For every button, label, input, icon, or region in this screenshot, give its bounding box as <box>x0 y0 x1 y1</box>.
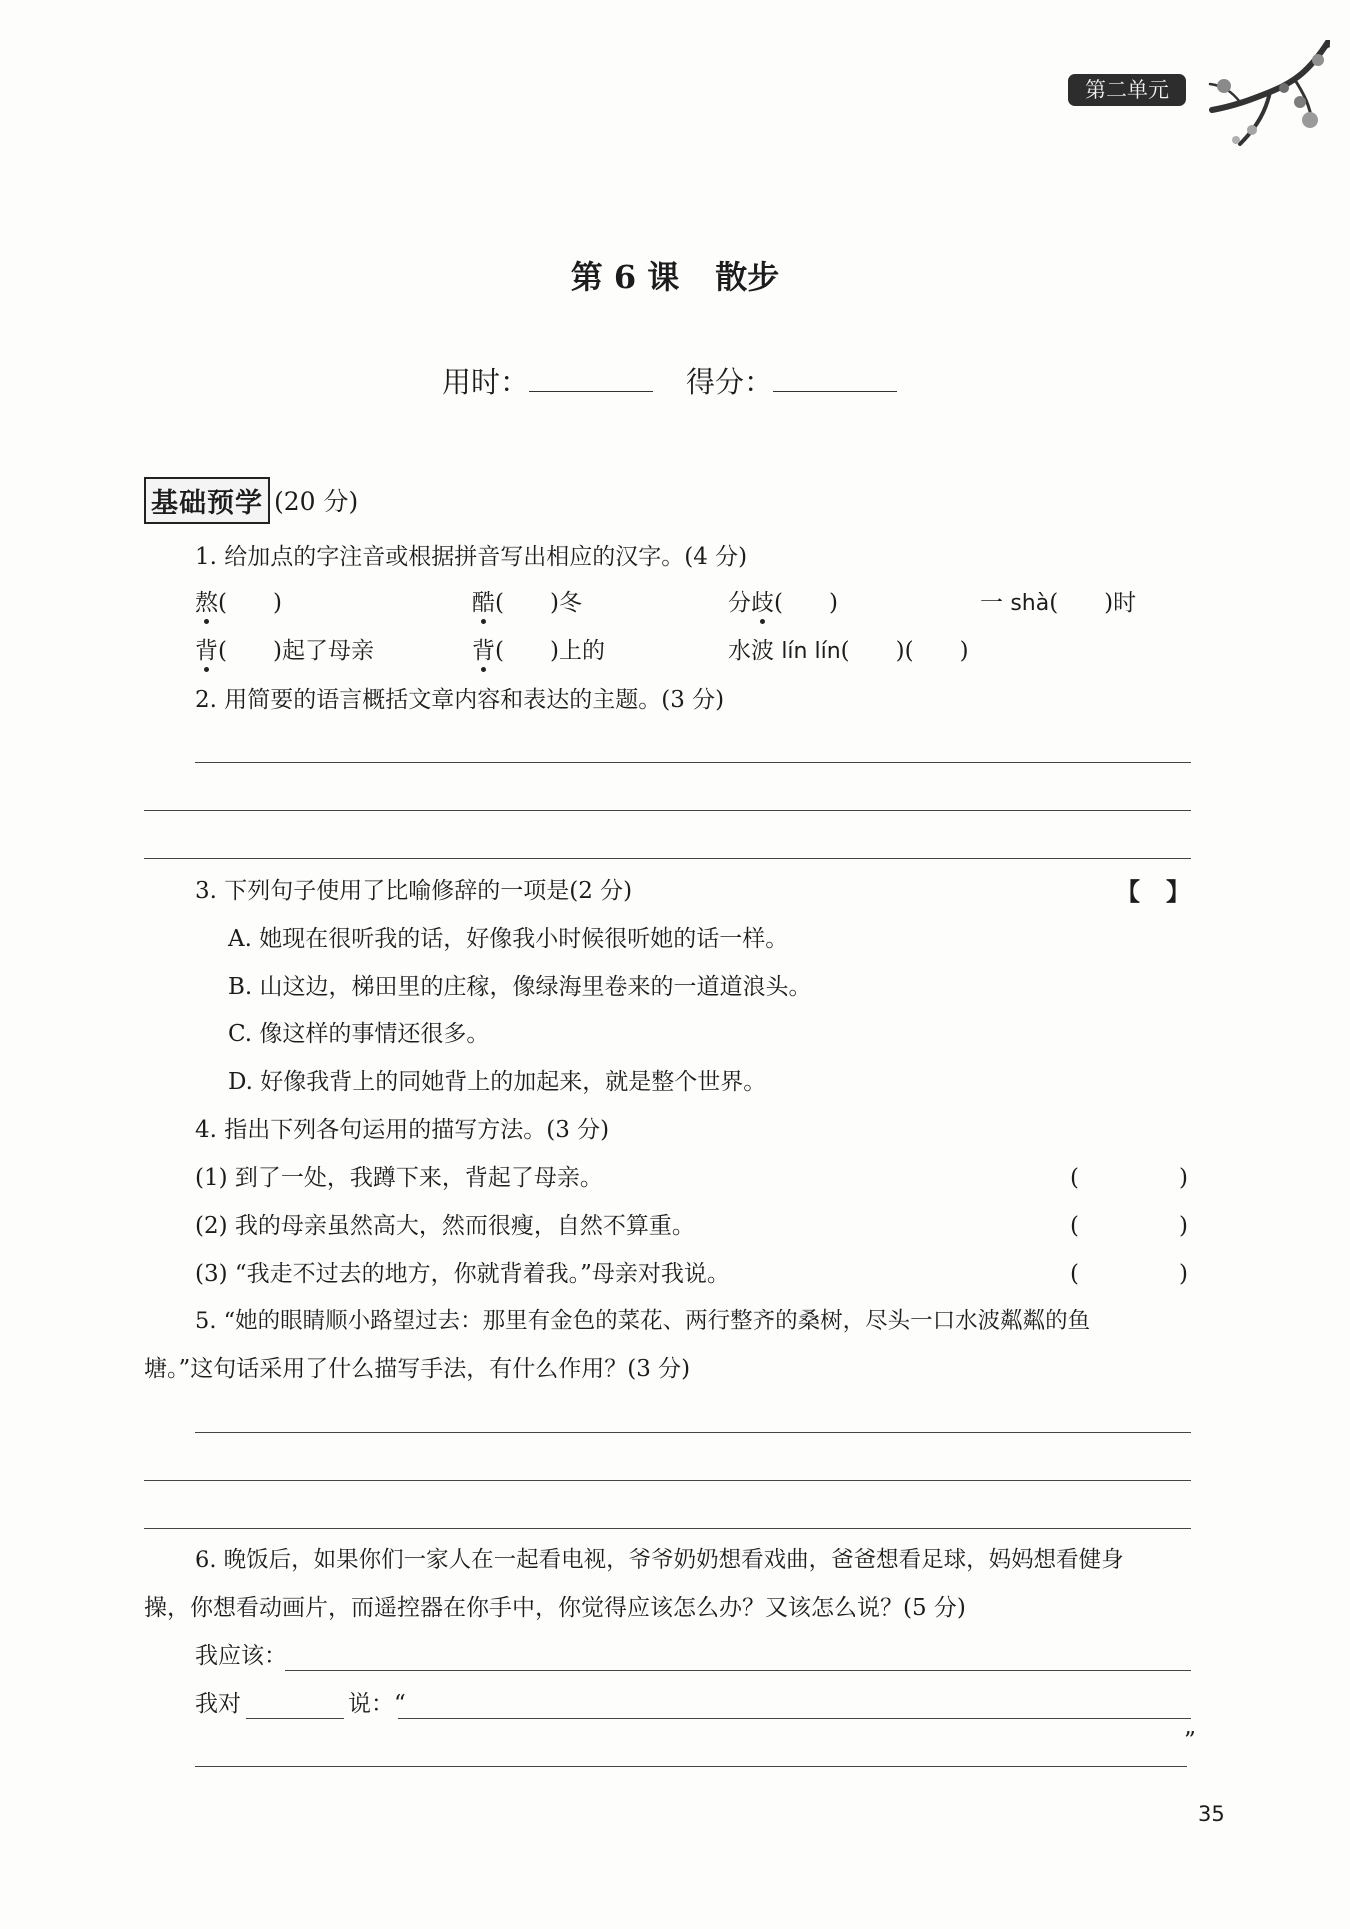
time-label: 用时： <box>442 365 530 399</box>
answer-line[interactable] <box>144 810 1191 811</box>
q3-answer-bracket[interactable]: 【 】 <box>1116 877 1190 906</box>
q1-item[interactable]: 背( )起了母亲 <box>195 638 374 664</box>
answer-line[interactable] <box>195 762 1191 763</box>
q6-answer1-line[interactable] <box>285 1670 1191 1671</box>
time-field[interactable] <box>442 360 653 401</box>
dotted-char: 歧 <box>751 590 774 616</box>
q6-answer2-line-2[interactable] <box>195 1766 1187 1767</box>
section-score: (20 分) <box>274 487 359 516</box>
q4-answer-paren[interactable]: ( ) <box>1070 1165 1188 1191</box>
q1-item[interactable]: 分歧( ) <box>728 590 838 616</box>
q6-answer1-label: 我应该： <box>195 1643 287 1669</box>
q1-item[interactable]: 一 shà( )时 <box>980 590 1137 616</box>
q5-prompt-line2: 塘。”这句话采用了什么描写手法，有什么作用？(3 分) <box>144 1356 691 1382</box>
dotted-char: 熬 <box>195 590 218 616</box>
q3-option-b: B. 山这边，梯田里的庄稼，像绿海里卷来的一道道浪头。 <box>228 974 812 1000</box>
score-field[interactable] <box>686 360 897 401</box>
q4-item: (3) “我走不过去的地方，你就背着我。”母亲对我说。 <box>195 1261 730 1287</box>
q6-answer2-pre: 我对 <box>195 1691 241 1717</box>
q1-item[interactable]: 酷( )冬 <box>472 590 582 616</box>
q6-prompt-line2: 操，你想看动画片，而遥控器在你手中，你觉得应该怎么办？又该怎么说？(5 分) <box>144 1595 966 1621</box>
q1-prompt: 1. 给加点的字注音或根据拼音写出相应的汉字。(4 分) <box>195 544 748 570</box>
time-blank[interactable] <box>529 391 653 392</box>
plum-branch-icon <box>1200 40 1330 160</box>
q6-prompt-line1: 6. 晚饭后，如果你们一家人在一起看电视，爷爷奶奶想看戏曲，爸爸想看足球，妈妈想看健身 <box>195 1547 1124 1573</box>
q3-prompt: 3. 下列句子使用了比喻修辞的一项是(2 分) <box>195 878 633 904</box>
lesson-name: 散步 <box>715 258 780 296</box>
q6-answer2-mid: 说：“ <box>348 1691 406 1717</box>
q4-answer-paren[interactable]: ( ) <box>1070 1261 1188 1287</box>
q4-answer-paren[interactable]: ( ) <box>1070 1213 1188 1239</box>
answer-line[interactable] <box>144 1480 1191 1481</box>
q3-option-d: D. 好像我背上的同她背上的加起来，就是整个世界。 <box>228 1069 767 1095</box>
close-quote: ” <box>1184 1728 1196 1754</box>
pinyin: lín lín <box>781 639 841 664</box>
q6-person-blank[interactable] <box>246 1718 344 1719</box>
q1-item[interactable]: 水波 lín lín( )( ) <box>728 638 969 664</box>
q3-option-c: C. 像这样的事情还很多。 <box>228 1021 490 1047</box>
dotted-char: 背 <box>472 638 495 664</box>
q4-item: (1) 到了一处，我蹲下来，背起了母亲。 <box>195 1165 603 1191</box>
section-title: 基础预学 <box>144 477 270 524</box>
q4-item: (2) 我的母亲虽然高大，然而很瘦，自然不算重。 <box>195 1213 695 1239</box>
lesson-title <box>0 252 1350 298</box>
unit-badge: 第二单元 <box>1068 74 1186 106</box>
q6-answer2-line[interactable] <box>398 1718 1191 1719</box>
page-number: 35 <box>1198 1802 1225 1826</box>
answer-line[interactable] <box>144 1528 1191 1529</box>
q2-prompt: 2. 用简要的语言概括文章内容和表达的主题。(3 分) <box>195 687 725 713</box>
q4-prompt: 4. 指出下列各句运用的描写方法。(3 分) <box>195 1117 610 1143</box>
answer-line[interactable] <box>144 858 1191 859</box>
answer-line[interactable] <box>195 1432 1191 1433</box>
dotted-char: 背 <box>195 638 218 664</box>
q1-item[interactable]: 熬( ) <box>195 590 282 616</box>
q5-prompt-line1: 5. “她的眼睛顺小路望过去：那里有金色的菜花、两行整齐的桑树，尽头一口水波粼粼的鱼 <box>195 1308 1091 1334</box>
q3-option-a: A. 她现在很听我的话，好像我小时候很听她的话一样。 <box>228 926 789 952</box>
lesson-number: 第 6 课 <box>570 258 680 296</box>
section-header <box>144 482 358 518</box>
dotted-char: 酷 <box>472 590 495 616</box>
pinyin: shà <box>1010 591 1050 616</box>
q1-item[interactable]: 背( )上的 <box>472 638 605 664</box>
score-blank[interactable] <box>773 391 897 392</box>
score-label: 得分： <box>686 365 774 399</box>
